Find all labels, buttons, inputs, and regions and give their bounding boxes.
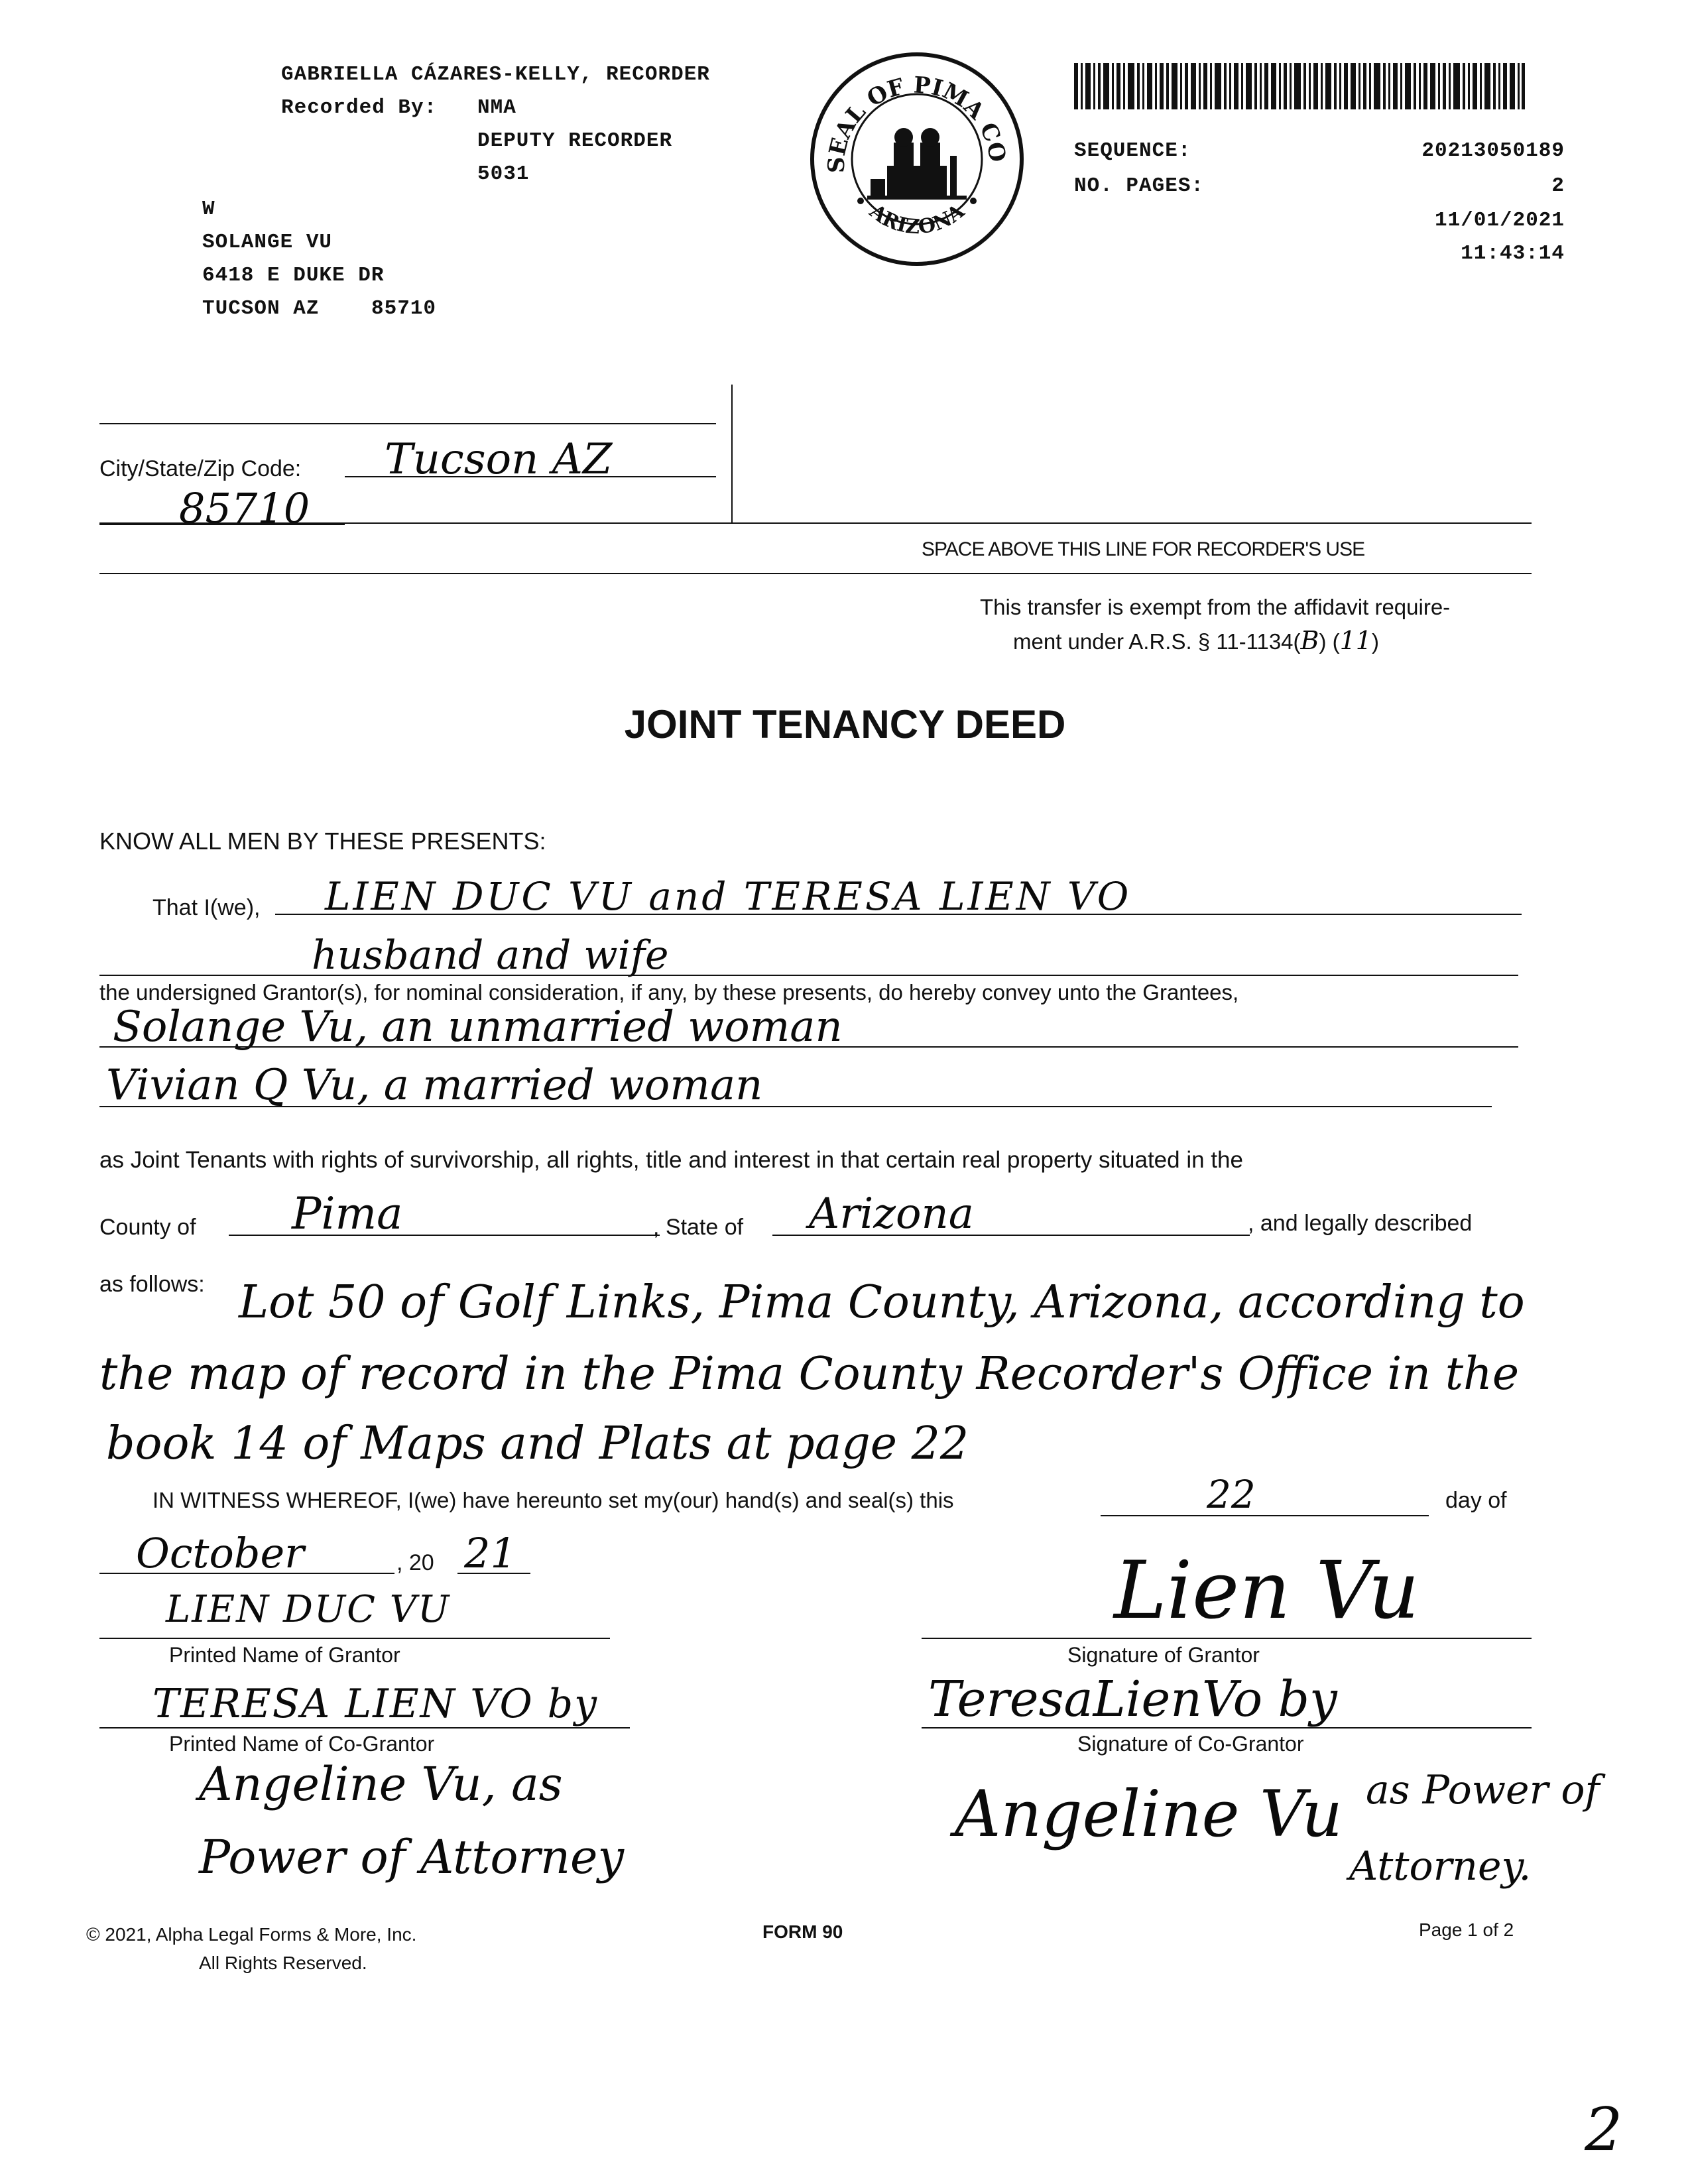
sequence-label: SEQUENCE: [1074,139,1191,162]
joint-clause: as Joint Tenants with rights of survivorship, all rights, title and interest in that certain real property situated in the [99,1147,1243,1173]
copyright-line2: All Rights Reserved. [199,1953,367,1973]
cograntor-printed-label: Printed Name of Co-Grantor [169,1732,435,1756]
pages-value: 2 [1551,174,1565,198]
recorder-mark: W [202,198,215,221]
day-of-label: day of [1445,1488,1507,1513]
year-hand: 21 [464,1529,516,1577]
exempt-line2 [1013,626,1379,655]
zip-hand: 85710 [179,484,310,532]
day-hand: 22 [1207,1472,1256,1517]
grantor-clause: the undersigned Grantor(s), for nominal consideration, if any, by these presents, do hereby convey unto the Grantees, [99,980,1239,1004]
month-rule [99,1573,394,1574]
return-zip: 85710 [371,297,437,320]
grantee1-rule [99,1046,1518,1048]
county-label: County of [99,1215,196,1240]
exempt-line1: This transfer is exempt from the affidavit require- [980,595,1451,619]
recorder-use-rule-upper [99,522,1532,524]
form-number: FORM 90 [762,1921,843,1942]
recorder-box-divider [731,385,733,524]
recorder-use-label: SPACE ABOVE THIS LINE FOR RECORDER'S USE [922,538,1365,560]
deputy-id: 5031 [477,162,530,186]
exempt-paragraph-hand: B [1300,626,1319,655]
grantors-rule [275,914,1522,915]
exempt-close2: ) [1371,629,1379,654]
pages-label: NO. PAGES: [1074,174,1205,198]
address-top-rule [99,423,716,424]
day-rule [1101,1515,1429,1516]
barcode [1074,63,1525,109]
deputy-recorder: DEPUTY RECORDER [477,129,673,152]
svg-text:ARIZONA [865,200,969,239]
state-label: , State of [653,1215,744,1240]
exempt-line2-text: ment under A.R.S. § 11-1134( [1013,629,1301,654]
corner-mark: 2 [1585,2095,1623,2165]
cograntor-poa-line2: Power of Attorney [199,1830,625,1884]
seal-building-icon [867,128,967,200]
cograntor-printed-hand: TERESA LIEN VO by [152,1681,599,1727]
copyright-line1: © 2021, Alpha Legal Forms & More, Inc. [86,1924,417,1945]
grantee2-hand: Vivian Q Vu, a married woman [106,1061,763,1110]
grantee2-rule [99,1106,1492,1107]
cograntor-signature2-note1: as Power of [1366,1767,1600,1813]
year-prefix: , 20 [396,1550,434,1575]
legal-desc-line3: book 14 of Maps and Plats at page 22 [106,1418,969,1470]
return-city: TUCSON AZ [202,297,320,320]
city-state-hand: Tucson AZ [385,435,613,484]
grantors-hand: LIEN DUC VU and TERESA LIEN VO [325,874,1132,919]
grantor-signature-rule [922,1638,1532,1639]
grantors-hand-line2: husband and wife [312,932,669,979]
grantor-printed-rule [99,1638,610,1639]
exempt-item-hand: 11 [1339,626,1372,655]
know-all-line: KNOW ALL MEN BY THESE PRESENTS: [99,827,546,855]
cograntor-signature-label: Signature of Co-Grantor [1077,1732,1304,1756]
grantor-printed-hand: LIEN DUC VU [166,1588,451,1631]
seal-bottom-text: ARIZONA [865,200,969,239]
grantors-rule2 [99,975,1518,976]
recorded-by-label: Recorded By: [281,96,438,119]
county-seal [808,50,1026,269]
state-rule [772,1235,1250,1236]
city-state-zip-label: City/State/Zip Code: [99,456,302,481]
county-hand: Pima [292,1188,403,1239]
legal-desc-line2: the map of record in the Pima County Recorder's Office in the [99,1348,1520,1400]
state-hand: Arizona [809,1189,974,1239]
cograntor-signature-hand: TeresaLienVo by [928,1671,1337,1728]
legal-label: , and legally described [1248,1211,1473,1236]
recorder-name: GABRIELLA CÁZARES-KELLY, RECORDER [281,63,710,86]
grantee1-hand: Solange Vu, an unmarried woman [113,1002,843,1052]
cograntor-poa-line1: Angeline Vu, as [199,1757,563,1811]
zip-rule [99,524,345,525]
county-rule [229,1235,660,1236]
page-number: Page 1 of 2 [1419,1919,1514,1940]
return-name: SOLANGE VU [202,231,333,254]
return-street: 6418 E DUKE DR [202,264,385,287]
grantor-printed-label: Printed Name of Grantor [169,1643,400,1667]
page-title: JOINT TENANCY DEED [624,702,1066,747]
recording-date: 11/01/2021 [1434,209,1565,232]
exempt-close1: ) ( [1319,629,1340,654]
sequence-value: 20213050189 [1421,139,1565,162]
grantor-signature-label: Signature of Grantor [1067,1643,1260,1667]
seal-top-text: SEAL OF PIMA CO [823,72,1011,174]
cograntor-signature2-hand: Angeline Vu [955,1777,1343,1851]
grantor-signature-hand: Lien Vu [1114,1545,1419,1637]
as-follows-label: as follows: [99,1272,205,1297]
recorder-use-rule-lower [99,573,1532,574]
cograntor-printed-rule [99,1727,630,1729]
legal-desc-line1: Lot 50 of Golf Links, Pima County, Arizona, according to [239,1276,1525,1329]
cograntor-signature-rule [922,1727,1532,1729]
month-hand: October [136,1529,304,1577]
year-rule [457,1573,530,1574]
that-label: That I(we), [152,895,261,920]
recorded-by-value: NMA [477,96,516,119]
cograntor-signature2-note2: Attorney. [1349,1843,1532,1890]
recording-time: 11:43:14 [1461,242,1565,265]
witness-clause: IN WITNESS WHEREOF, I(we) have hereunto set my(our) hand(s) and seal(s) this [152,1488,954,1512]
